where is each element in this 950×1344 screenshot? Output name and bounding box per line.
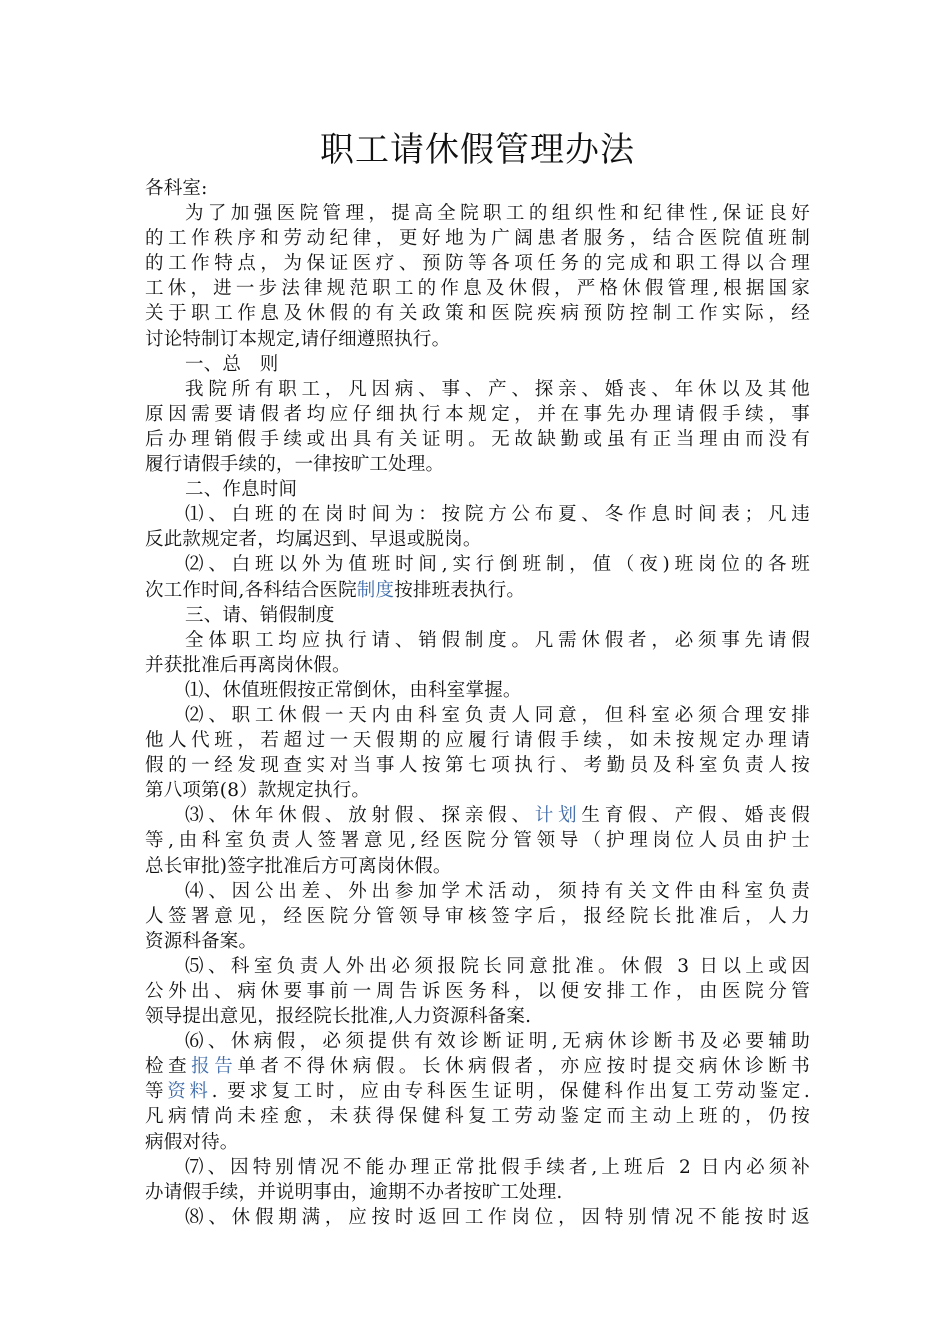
line-text: 等 xyxy=(145,1081,168,1103)
line-text: 按排班表执行。 xyxy=(394,579,526,601)
body-line: 全体职工均应执行请、销假制度。凡需休假者，必须事先请假 xyxy=(185,629,810,651)
document-page xyxy=(145,124,810,1230)
body-line: 关于职工作息及休假的有关政策和医院疾病预防控制工作实际，经 xyxy=(145,303,810,325)
body-line: 原因需要请假者均应仔细执行本规定，并在事先办理请假手续，事 xyxy=(145,403,810,425)
body-line: ⑻、休假期满，应按时返回工作岗位，因特别情况不能按时返 xyxy=(185,1206,810,1228)
body-line: 他人代班，若超过一天假期的应履行请假手续，如未按规定办理请 xyxy=(145,730,810,752)
body-line: 履行请假手续的，一律按旷工处理。 xyxy=(145,454,445,476)
body-line: 为了加强医院管理，提高全院职工的组织性和纪律性,保证良好 xyxy=(185,203,810,225)
line-text: . 要求复工时，应由专科医生证明，保健科作出复工劳动鉴定. xyxy=(211,1081,811,1103)
body-line: 并获批准后再离岗休假。 xyxy=(145,654,351,676)
body-line: ⑴、白班的在岗时间为：按院方公布夏、冬作息时间表；凡违 xyxy=(185,504,810,526)
line-text: 单者不得休病假。长休病假者，亦应按时提交病休诊断书 xyxy=(237,1056,810,1078)
body-line: 的工作特点，为保证医疗、预防等各项任务的完成和职工得以合理 xyxy=(145,253,810,275)
body-line: 我院所有职工，凡因病、事、产、探亲、婚丧、年休以及其他 xyxy=(185,378,810,400)
body-line: 办请假手续，并说明事由，逾期不办者按旷工处理. xyxy=(145,1181,563,1203)
body-line: 反此款规定者，均属迟到、早退或脱岗。 xyxy=(145,529,482,551)
body-line: ⑸、科室负责人外出必须报院长同意批准。休假 3 日以上或因 xyxy=(185,955,810,977)
body-line xyxy=(145,578,810,603)
body-line: ⑵、白班以外为值班时间,实行倒班制，值（夜)班岗位的各班 xyxy=(185,554,810,576)
body-line: ⑷、因公出差、外出参加学术活动，须持有关文件由科室负责 xyxy=(185,880,810,902)
body-line: 等,由科室负责人签署意见,经医院分管领导（护理岗位人员由护士 xyxy=(145,830,810,852)
body-line: ⑵、职工休假一天内由科室负责人同意，但科室必须合理安排 xyxy=(185,704,810,726)
body-line xyxy=(145,1079,810,1104)
line-text: ⑶、休年休假、放射假、探亲假、 xyxy=(185,805,535,827)
body-line: 假的一经发现查实对当事人按第七项执行、考勤员及科室负责人按 xyxy=(145,755,810,777)
body-line: 的工作秩序和劳动纪律，更好地为广阔患者服务，结合医院值班制 xyxy=(145,228,810,250)
body-line: 领导提出意见，报经院长批准,人力资源科备案. xyxy=(145,1006,532,1028)
body-line: ⑹、休病假，必须提供有效诊断证明,无病休诊断书及必要辅助 xyxy=(185,1031,810,1053)
body-line: 工休，进一步法律规范职工的作息及休假，严格休假管理,根据国家 xyxy=(145,278,810,300)
body-line: 公外出、病休要事前一周告诉医务科，以便安排工作，由医院分管 xyxy=(145,981,810,1002)
body-line: 讨论特制订本规定,请仔细遵照执行。 xyxy=(145,328,451,350)
inline-link[interactable]: 报告 xyxy=(191,1056,238,1078)
document-body xyxy=(145,201,810,1230)
body-line: 后办理销假手续或出具有关证明。无故缺勤或虽有正当理由而没有 xyxy=(145,428,810,450)
body-line: ⑴、休值班假按正常倒休，由科室掌握。 xyxy=(185,679,522,701)
body-line: 总长审批)签字批准后方可离岗休假。 xyxy=(145,855,452,877)
inline-link[interactable]: 资料 xyxy=(167,1081,212,1103)
body-line: 三、请、销假制度 xyxy=(185,604,335,626)
body-line: 凡病情尚未痊愈，未获得保健科复工劳动鉴定而主动上班的，仍按 xyxy=(145,1106,810,1128)
body-line: 资源科备案。 xyxy=(145,930,258,952)
salutation: 各科室: xyxy=(145,178,208,199)
body-line xyxy=(145,803,810,828)
line-text: 生育假、产假、婚丧假 xyxy=(581,805,810,827)
body-line xyxy=(145,1054,810,1079)
inline-link[interactable]: 计划 xyxy=(534,805,582,827)
line-text: 次工作时间,各科结合医院 xyxy=(145,579,357,601)
body-line: 一、总 则 xyxy=(185,353,279,375)
line-text: 检查 xyxy=(145,1056,192,1078)
document-title: 职工请休假管理办法 xyxy=(320,130,635,170)
body-line: 第八项第(8）款规定执行。 xyxy=(145,780,371,802)
body-line: 人签署意见，经医院分管领导审核签字后，报经院长批准后，人力 xyxy=(145,905,810,927)
body-line: 二、作息时间 xyxy=(185,479,298,501)
body-line: ⑺、因特别情况不能办理正常批假手续者,上班后 2 日内必须补 xyxy=(185,1156,810,1178)
body-line: 病假对待。 xyxy=(145,1131,239,1153)
inline-link[interactable]: 制度 xyxy=(356,579,395,601)
